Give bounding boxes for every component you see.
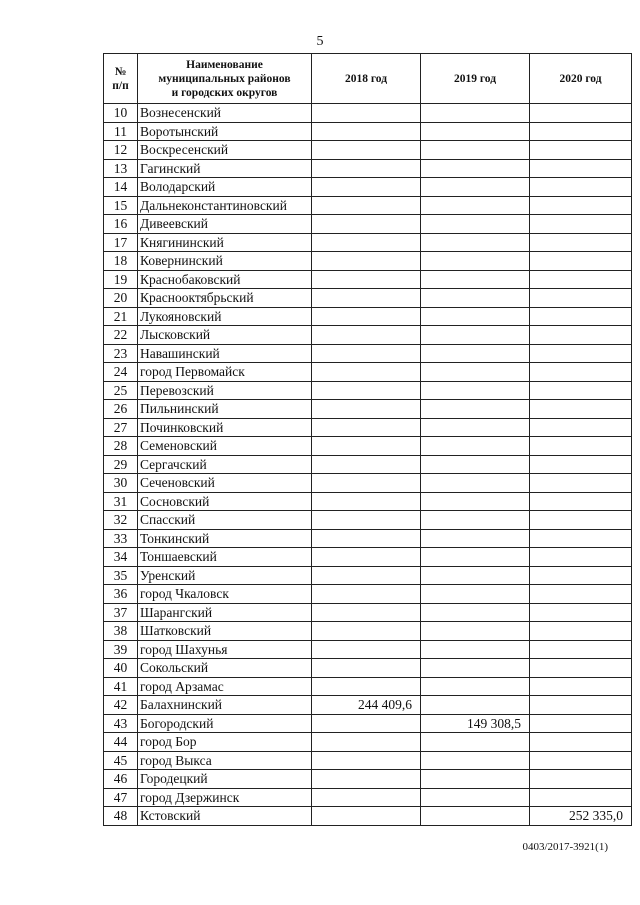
table-row [104,696,632,715]
value-2018 [312,178,421,197]
value-2020 [530,659,632,678]
value-2019 [421,492,530,511]
value-2019 [421,677,530,696]
row-number: 10 [104,104,138,123]
value-2019 [421,455,530,474]
value-2018 [312,714,421,733]
value-2019 [421,233,530,252]
district-name: Сергачский [138,455,312,474]
value-2020 [530,233,632,252]
value-2019 [421,381,530,400]
value-2020 [530,640,632,659]
value-2019 [421,529,530,548]
value-2018 [312,104,421,123]
district-name: город Первомайск [138,363,312,382]
value-2019 [421,511,530,530]
district-name: Воскресенский [138,141,312,160]
row-number: 45 [104,751,138,770]
value-2020 [530,788,632,807]
row-number: 28 [104,437,138,456]
row-number: 34 [104,548,138,567]
row-number: 37 [104,603,138,622]
row-number: 38 [104,622,138,641]
value-2020 [530,677,632,696]
district-name: Дальнеконстантиновский [138,196,312,215]
district-name: Тоншаевский [138,548,312,567]
value-2018 [312,474,421,493]
value-2020 [530,511,632,530]
value-2018 [312,529,421,548]
table-row [104,381,632,400]
table-header-row [104,54,632,104]
value-2020 [530,751,632,770]
value-2018 [312,326,421,345]
value-2020 [530,696,632,715]
value-2018 [312,492,421,511]
value-2019 [421,585,530,604]
value-2018 [312,751,421,770]
value-2018 [312,270,421,289]
value-2019 [421,437,530,456]
value-2020 [530,622,632,641]
header-num: № п/п [104,54,138,104]
table-row [104,548,632,567]
district-name: Княгининский [138,233,312,252]
value-2018 [312,307,421,326]
value-2020 [530,196,632,215]
district-name: город Арзамас [138,677,312,696]
value-2020 [530,529,632,548]
value-2019 [421,326,530,345]
row-number: 46 [104,770,138,789]
row-number: 43 [104,714,138,733]
district-name: город Дзержинск [138,788,312,807]
value-2019 [421,270,530,289]
value-2020 [530,141,632,160]
value-2019 [421,659,530,678]
value-2018 [312,215,421,234]
table-row [104,807,632,826]
value-2019 [421,548,530,567]
row-number: 36 [104,585,138,604]
value-2020 [530,122,632,141]
table-row [104,289,632,308]
value-2019 [421,344,530,363]
value-2018 [312,566,421,585]
value-2018 [312,455,421,474]
value-2019 [421,215,530,234]
district-name: город Бор [138,733,312,752]
row-number: 27 [104,418,138,437]
value-2018 [312,807,421,826]
value-2020 [530,474,632,493]
document-code: 0403/2017-3921(1) [522,841,608,853]
district-name: Балахнинский [138,696,312,715]
row-number: 15 [104,196,138,215]
table-row [104,233,632,252]
district-name: Перевозский [138,381,312,400]
value-2018 [312,677,421,696]
table-row [104,326,632,345]
row-number: 17 [104,233,138,252]
table-row [104,400,632,419]
value-2020 [530,252,632,271]
header-2020: 2020 год [530,54,632,104]
row-number: 20 [104,289,138,308]
value-2020 [530,548,632,567]
header-2018: 2018 год [312,54,421,104]
value-2019 [421,807,530,826]
table-row [104,751,632,770]
table-row [104,344,632,363]
row-number: 47 [104,788,138,807]
value-2020 [530,326,632,345]
row-number: 35 [104,566,138,585]
district-name: Володарский [138,178,312,197]
value-2018 [312,289,421,308]
page-number: 5 [316,34,324,49]
value-2018: 244 409,6 [312,696,421,715]
district-name: Лукояновский [138,307,312,326]
value-2019 [421,733,530,752]
district-name: Гагинский [138,159,312,178]
table-row [104,270,632,289]
value-2018 [312,363,421,382]
district-name: Лысковский [138,326,312,345]
district-name: Сосновский [138,492,312,511]
table-row [104,215,632,234]
district-name: Шарангский [138,603,312,622]
district-name: Богородский [138,714,312,733]
district-name: город Выкса [138,751,312,770]
value-2019 [421,178,530,197]
table-row [104,307,632,326]
value-2019 [421,159,530,178]
district-name: Пильнинский [138,400,312,419]
value-2019 [421,400,530,419]
value-2018 [312,659,421,678]
value-2018 [312,788,421,807]
data-table [103,53,632,826]
table-row [104,788,632,807]
district-name: город Шахунья [138,640,312,659]
value-2020 [530,400,632,419]
district-name: Семеновский [138,437,312,456]
district-name: Уренский [138,566,312,585]
row-number: 12 [104,141,138,160]
row-number: 30 [104,474,138,493]
row-number: 41 [104,677,138,696]
value-2019 [421,363,530,382]
district-name: Навашинский [138,344,312,363]
table-row [104,492,632,511]
value-2019 [421,104,530,123]
value-2019 [421,289,530,308]
value-2020 [530,289,632,308]
value-2020 [530,363,632,382]
row-number: 19 [104,270,138,289]
table-row [104,418,632,437]
value-2019 [421,252,530,271]
district-name: Сеченовский [138,474,312,493]
value-2018 [312,640,421,659]
table-row [104,566,632,585]
value-2019 [421,566,530,585]
table-row [104,714,632,733]
row-number: 31 [104,492,138,511]
table-row [104,585,632,604]
row-number: 24 [104,363,138,382]
value-2019 [421,418,530,437]
value-2019 [421,474,530,493]
district-name: Тонкинский [138,529,312,548]
row-number: 42 [104,696,138,715]
row-number: 44 [104,733,138,752]
row-number: 11 [104,122,138,141]
table-row [104,529,632,548]
value-2019 [421,696,530,715]
header-name: Наименование муниципальных районов и городских округов [138,54,312,104]
row-number: 40 [104,659,138,678]
value-2020 [530,178,632,197]
value-2019 [421,622,530,641]
district-name: Шатковский [138,622,312,641]
value-2020 [530,159,632,178]
table-row [104,659,632,678]
value-2019 [421,603,530,622]
value-2018 [312,252,421,271]
value-2019 [421,141,530,160]
value-2019 [421,751,530,770]
district-name: Кстовский [138,807,312,826]
table-row [104,640,632,659]
value-2019 [421,788,530,807]
value-2020 [530,492,632,511]
value-2019 [421,770,530,789]
value-2020 [530,418,632,437]
value-2020 [530,215,632,234]
table-row [104,770,632,789]
district-name: город Чкаловск [138,585,312,604]
row-number: 13 [104,159,138,178]
value-2018 [312,196,421,215]
table-row [104,455,632,474]
table-row [104,733,632,752]
value-2020 [530,307,632,326]
value-2020 [530,270,632,289]
value-2018 [312,733,421,752]
value-2020 [530,455,632,474]
district-name: Починковский [138,418,312,437]
row-number: 39 [104,640,138,659]
table-row [104,122,632,141]
value-2020 [530,381,632,400]
value-2018 [312,585,421,604]
value-2020 [530,603,632,622]
district-name: Дивеевский [138,215,312,234]
district-name: Ковернинский [138,252,312,271]
row-number: 48 [104,807,138,826]
value-2018 [312,622,421,641]
value-2020: 252 335,0 [530,807,632,826]
table-row [104,603,632,622]
table-row [104,437,632,456]
table-row [104,677,632,696]
row-number: 32 [104,511,138,530]
table-row [104,511,632,530]
value-2019 [421,122,530,141]
row-number: 29 [104,455,138,474]
table-row [104,104,632,123]
table-row [104,159,632,178]
value-2020 [530,733,632,752]
row-number: 18 [104,252,138,271]
row-number: 23 [104,344,138,363]
value-2018 [312,511,421,530]
district-name: Сокольский [138,659,312,678]
table-row [104,178,632,197]
value-2018 [312,418,421,437]
value-2018 [312,400,421,419]
district-name: Краснобаковский [138,270,312,289]
district-name: Городецкий [138,770,312,789]
value-2020 [530,104,632,123]
district-name: Спасский [138,511,312,530]
value-2019: 149 308,5 [421,714,530,733]
row-number: 22 [104,326,138,345]
value-2020 [530,566,632,585]
value-2018 [312,381,421,400]
row-number: 16 [104,215,138,234]
row-number: 14 [104,178,138,197]
value-2018 [312,548,421,567]
row-number: 25 [104,381,138,400]
table-row [104,363,632,382]
row-number: 33 [104,529,138,548]
table-row [104,474,632,493]
value-2019 [421,640,530,659]
value-2018 [312,159,421,178]
value-2020 [530,344,632,363]
row-number: 21 [104,307,138,326]
value-2018 [312,122,421,141]
value-2020 [530,714,632,733]
row-number: 26 [104,400,138,419]
value-2018 [312,233,421,252]
table-row [104,196,632,215]
table-body [104,104,632,826]
district-name: Вознесенский [138,104,312,123]
table-row [104,622,632,641]
value-2018 [312,141,421,160]
value-2020 [530,437,632,456]
value-2018 [312,344,421,363]
value-2020 [530,585,632,604]
value-2019 [421,196,530,215]
district-name: Воротынский [138,122,312,141]
district-name: Краснооктябрьский [138,289,312,308]
value-2018 [312,770,421,789]
table-row [104,252,632,271]
table-row [104,141,632,160]
value-2018 [312,437,421,456]
value-2020 [530,770,632,789]
value-2018 [312,603,421,622]
value-2019 [421,307,530,326]
header-2019: 2019 год [421,54,530,104]
